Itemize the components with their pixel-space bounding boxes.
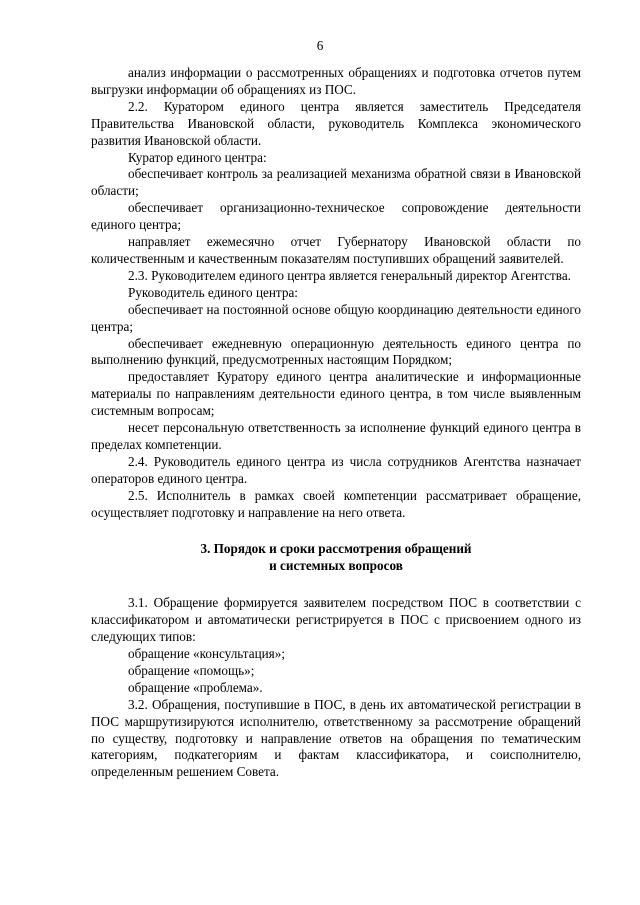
page-number: 6 [316,38,324,53]
document-body [91,65,581,781]
paragraph: несет персональную ответственность за исполнение функций единого центра в пределах компетенции. [91,420,581,452]
paragraph: анализ информации о рассмотренных обращениях и подготовка отчетов путем выгрузки информации об обращениях из ПОС. [91,65,581,97]
paragraph: предоставляет Куратору единого центра аналитические и информационные материалы по направлениям деятельности единого центра, в том числе выявленным системным вопросам; [91,369,581,419]
paragraph: Руководитель единого центра: [128,284,298,300]
paragraph: обеспечивает на постоянной основе общую координацию деятельности единого центра; [91,301,581,334]
paragraph: обеспечивает ежедневную операционную деятельность единого центра по выполнению функций, предусмотренных настоящим Порядком; [91,335,581,368]
paragraph: Куратор единого центра: [128,149,267,165]
paragraph: обеспечивает контроль за реализацией механизма обратной связи в Ивановской области; [91,166,581,199]
paragraph: 3.1. Обращение формируется заявителем посредством ПОС в соответствии с классификатором и автоматически регистрируется в ПОС с присвоением одного из следующих типов: [91,595,581,645]
paragraph: 2.4. Руководитель единого центра из числа сотрудников Агентства назначает операторов единого центра. [91,453,581,486]
section-heading-line-2: и системных вопросов [269,558,403,574]
section-heading-line-1: 3. Порядок и сроки рассмотрения обращений [200,541,472,557]
paragraph: обращение «консультация»; [128,646,286,661]
paragraph: 2.5. Исполнитель в рамках своей компетенции рассматривает обращение, осуществляет подготовку и направление на него ответа. [91,487,581,520]
paragraph: обращение «помощь»; [128,662,255,678]
paragraph: обращение «проблема». [128,679,263,695]
paragraph: 2.2. Куратором единого центра является заместитель Председателя Правительства Ивановской области, руководитель Комплекса экономического развития Ивановской области. [91,98,581,148]
section-heading [91,541,581,575]
paragraph: 2.3. Руководителем единого центра является генеральный директор Агентства. [128,267,571,283]
paragraph: обеспечивает организационно-техническое сопровождение деятельности единого центра; [91,200,581,233]
paragraph: 3.2. Обращения, поступившие в ПОС, в день их автоматической регистрации в ПОС маршрутизируются исполнителю, ответственному за рассмотрение обращений по существу, подготовку и направление ответов на обращения по тематическим категориям, подкатегориям и фактам классификатора, и соисполнителю, определенным решением Совета. [91,696,581,780]
paragraph: направляет ежемесячно отчет Губернатору Ивановской области по количественным и качественным показателям поступивших обращений заявителей. [91,234,581,266]
